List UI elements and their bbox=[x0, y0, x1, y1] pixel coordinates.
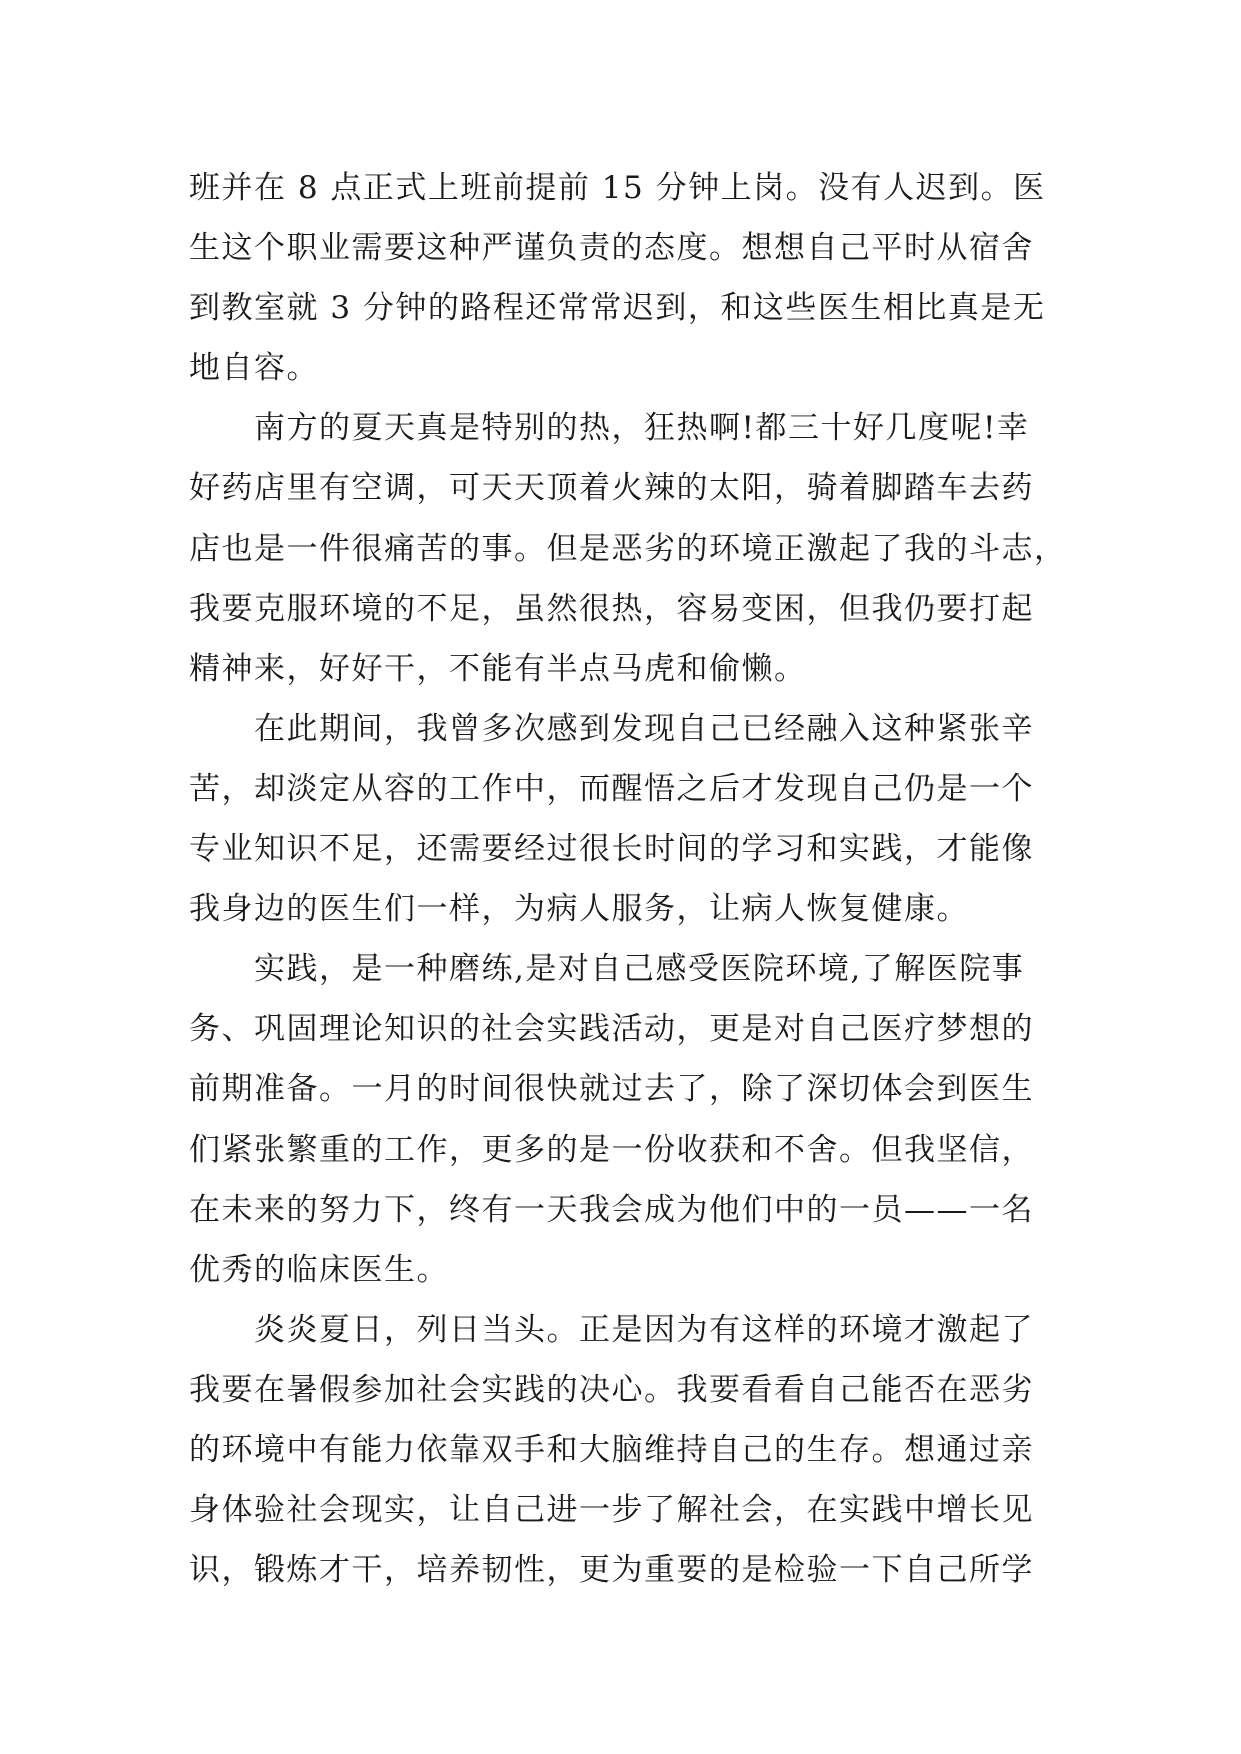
text-line: 好药店里有空调，可天天顶着火辣的太阳，骑着脚踏车去药 bbox=[189, 470, 1034, 507]
text-line: 我身边的医生们一样，为病人服务，让病人恢复健康。 bbox=[189, 891, 969, 928]
text-line: 班并在 8 点正式上班前提前 15 分钟上岗。没有人迟到。医 bbox=[189, 170, 1046, 206]
paragraph-first-line: 炎炎夏日，列日当头。正是因为有这样的环境才激起了 bbox=[254, 1311, 1034, 1348]
body-text bbox=[189, 158, 1067, 1600]
paragraph-first-line: 实践，是一种磨练,是对自己感受医院环境,了解医院事 bbox=[254, 951, 1025, 988]
text-line: 精神来，好好干，不能有半点马虎和偷懒。 bbox=[189, 650, 807, 687]
paragraph-first-line: 南方的夏天真是特别的热，狂热啊!都三十好几度呢!幸 bbox=[254, 410, 1030, 447]
text-line: 我要克服环境的不足，虽然很热，容易变困，但我仍要打起 bbox=[189, 590, 1034, 627]
text-line: 身体验社会现实，让自己进一步了解社会，在实践中增长见 bbox=[189, 1492, 1034, 1529]
text-line: 优秀的临床医生。 bbox=[189, 1251, 449, 1288]
text-line: 专业知识不足，还需要经过很长时间的学习和实践，才能像 bbox=[189, 831, 1034, 868]
text-line: 到教室就 3 分钟的路程还常常迟到，和这些医生相比真是无 bbox=[189, 290, 1046, 327]
text-line: 在未来的努力下，终有一天我会成为他们中的一员——一名 bbox=[189, 1191, 1034, 1228]
text-line: 的环境中有能力依靠双手和大脑维持自己的生存。想通过亲 bbox=[189, 1431, 1034, 1468]
text-line: 们紧张繁重的工作，更多的是一份收获和不舍。但我坚信， bbox=[189, 1131, 1034, 1168]
text-line: 苦，却淡定从容的工作中，而醒悟之后才发现自己仍是一个 bbox=[189, 770, 1034, 807]
text-line: 前期准备。一月的时间很快就过去了，除了深切体会到医生 bbox=[189, 1071, 1034, 1108]
paragraph-first-line: 在此期间，我曾多次感到发现自己已经融入这种紧张辛 bbox=[254, 710, 1034, 747]
text-line: 生这个职业需要这种严谨负责的态度。想想自己平时从宿舍 bbox=[189, 230, 1034, 267]
text-line: 识，锻炼才干，培养韧性，更为重要的是检验一下自己所学 bbox=[189, 1552, 1034, 1589]
text-line: 地自容。 bbox=[189, 350, 319, 387]
text-line: 店也是一件很痛苦的事。但是恶劣的环境正激起了我的斗志， bbox=[189, 530, 1067, 567]
text-line: 我要在暑假参加社会实践的决心。我要看看自己能否在恶劣 bbox=[189, 1371, 1034, 1408]
text-line: 务、巩固理论知识的社会实践活动，更是对自己医疗梦想的 bbox=[189, 1011, 1034, 1048]
